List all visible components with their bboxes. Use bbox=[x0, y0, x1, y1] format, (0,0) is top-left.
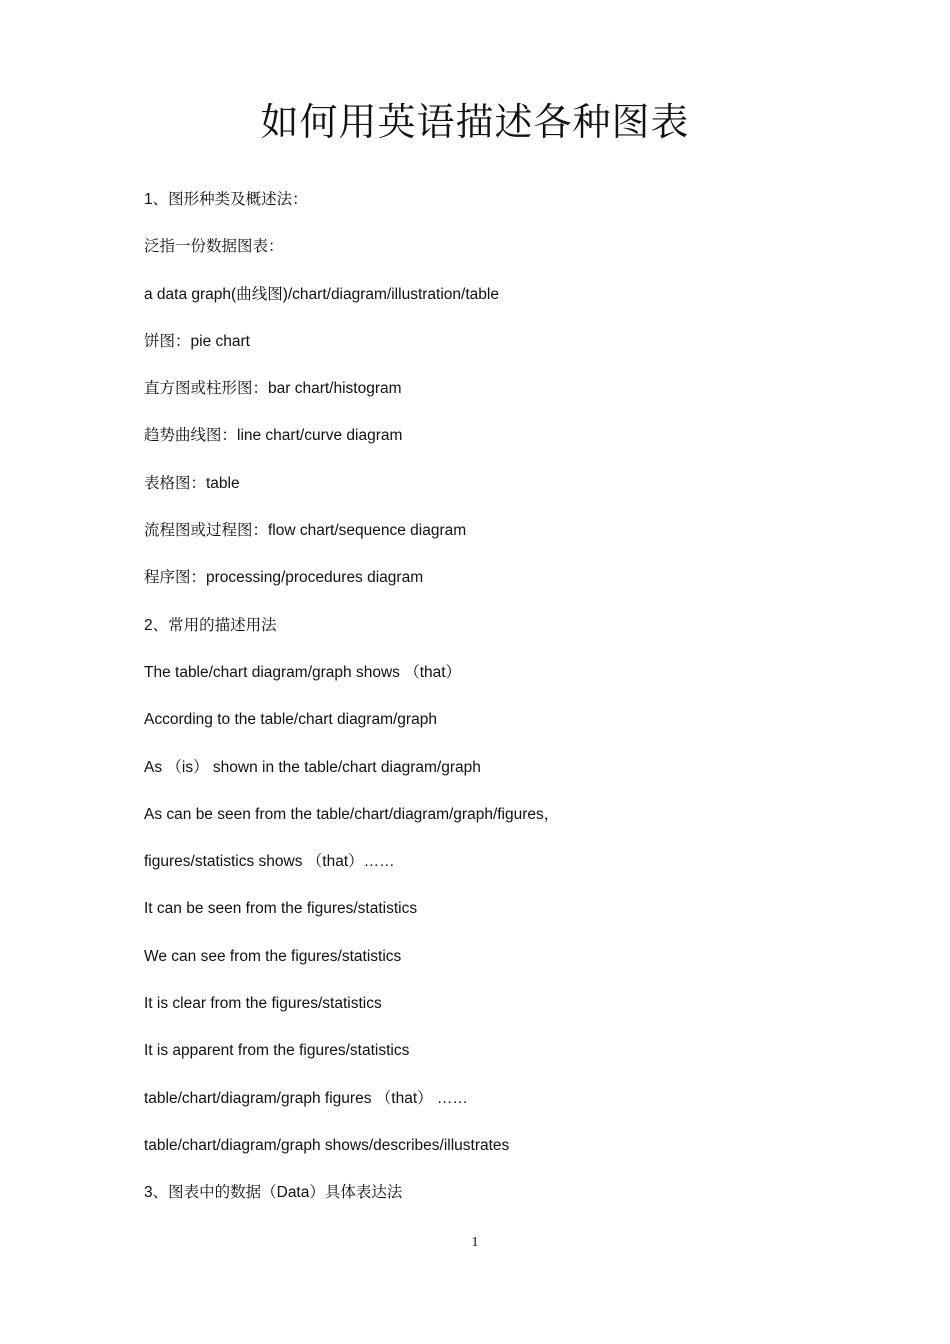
text-line: 饼图：pie chart bbox=[144, 332, 250, 350]
text-line: table/chart/diagram/graph shows/describes/illustrates bbox=[144, 1136, 510, 1154]
text-line: 直方图或柱形图：bar chart/histogram bbox=[144, 380, 402, 398]
text-line: It is apparent from the figures/statistics bbox=[144, 1042, 410, 1060]
text-line: 表格图：table bbox=[144, 474, 240, 492]
text-line: 趋势曲线图：line chart/curve diagram bbox=[144, 427, 403, 445]
text-line: According to the table/chart diagram/graph bbox=[144, 711, 437, 729]
text-line: figures/statistics shows （that）…… bbox=[144, 853, 395, 871]
section-heading-3: 3、图表中的数据（Data）具体表达法 bbox=[144, 1184, 403, 1202]
section-heading-2: 2、常用的描述用法 bbox=[144, 616, 277, 634]
text-line: It can be seen from the figures/statistics bbox=[144, 900, 418, 918]
page-title: 如何用英语描述各种图表 bbox=[260, 100, 690, 144]
text-line: As （is） shown in the table/chart diagram/graph bbox=[144, 758, 481, 776]
text-line: It is clear from the figures/statistics bbox=[144, 995, 382, 1013]
text-line: 泛指一份数据图表： bbox=[144, 238, 284, 256]
text-line: 程序图：processing/procedures diagram bbox=[144, 569, 424, 587]
section-heading-1: 1、图形种类及概述法： bbox=[144, 191, 308, 208]
text-line: table/chart/diagram/graph figures （that） …… bbox=[144, 1089, 468, 1107]
page-number: 1 bbox=[471, 1235, 479, 1250]
text-line: As can be seen from the table/chart/diagram/graph/figures， bbox=[144, 805, 560, 823]
document-body bbox=[144, 189, 904, 1230]
text-line: The table/chart diagram/graph shows （that） bbox=[144, 663, 462, 681]
text-line: We can see from the figures/statistics bbox=[144, 947, 402, 965]
text-line: a data graph(曲线图)/chart/diagram/illustration/table bbox=[144, 285, 499, 303]
text-line: 流程图或过程图：flow chart/sequence diagram bbox=[144, 522, 467, 540]
